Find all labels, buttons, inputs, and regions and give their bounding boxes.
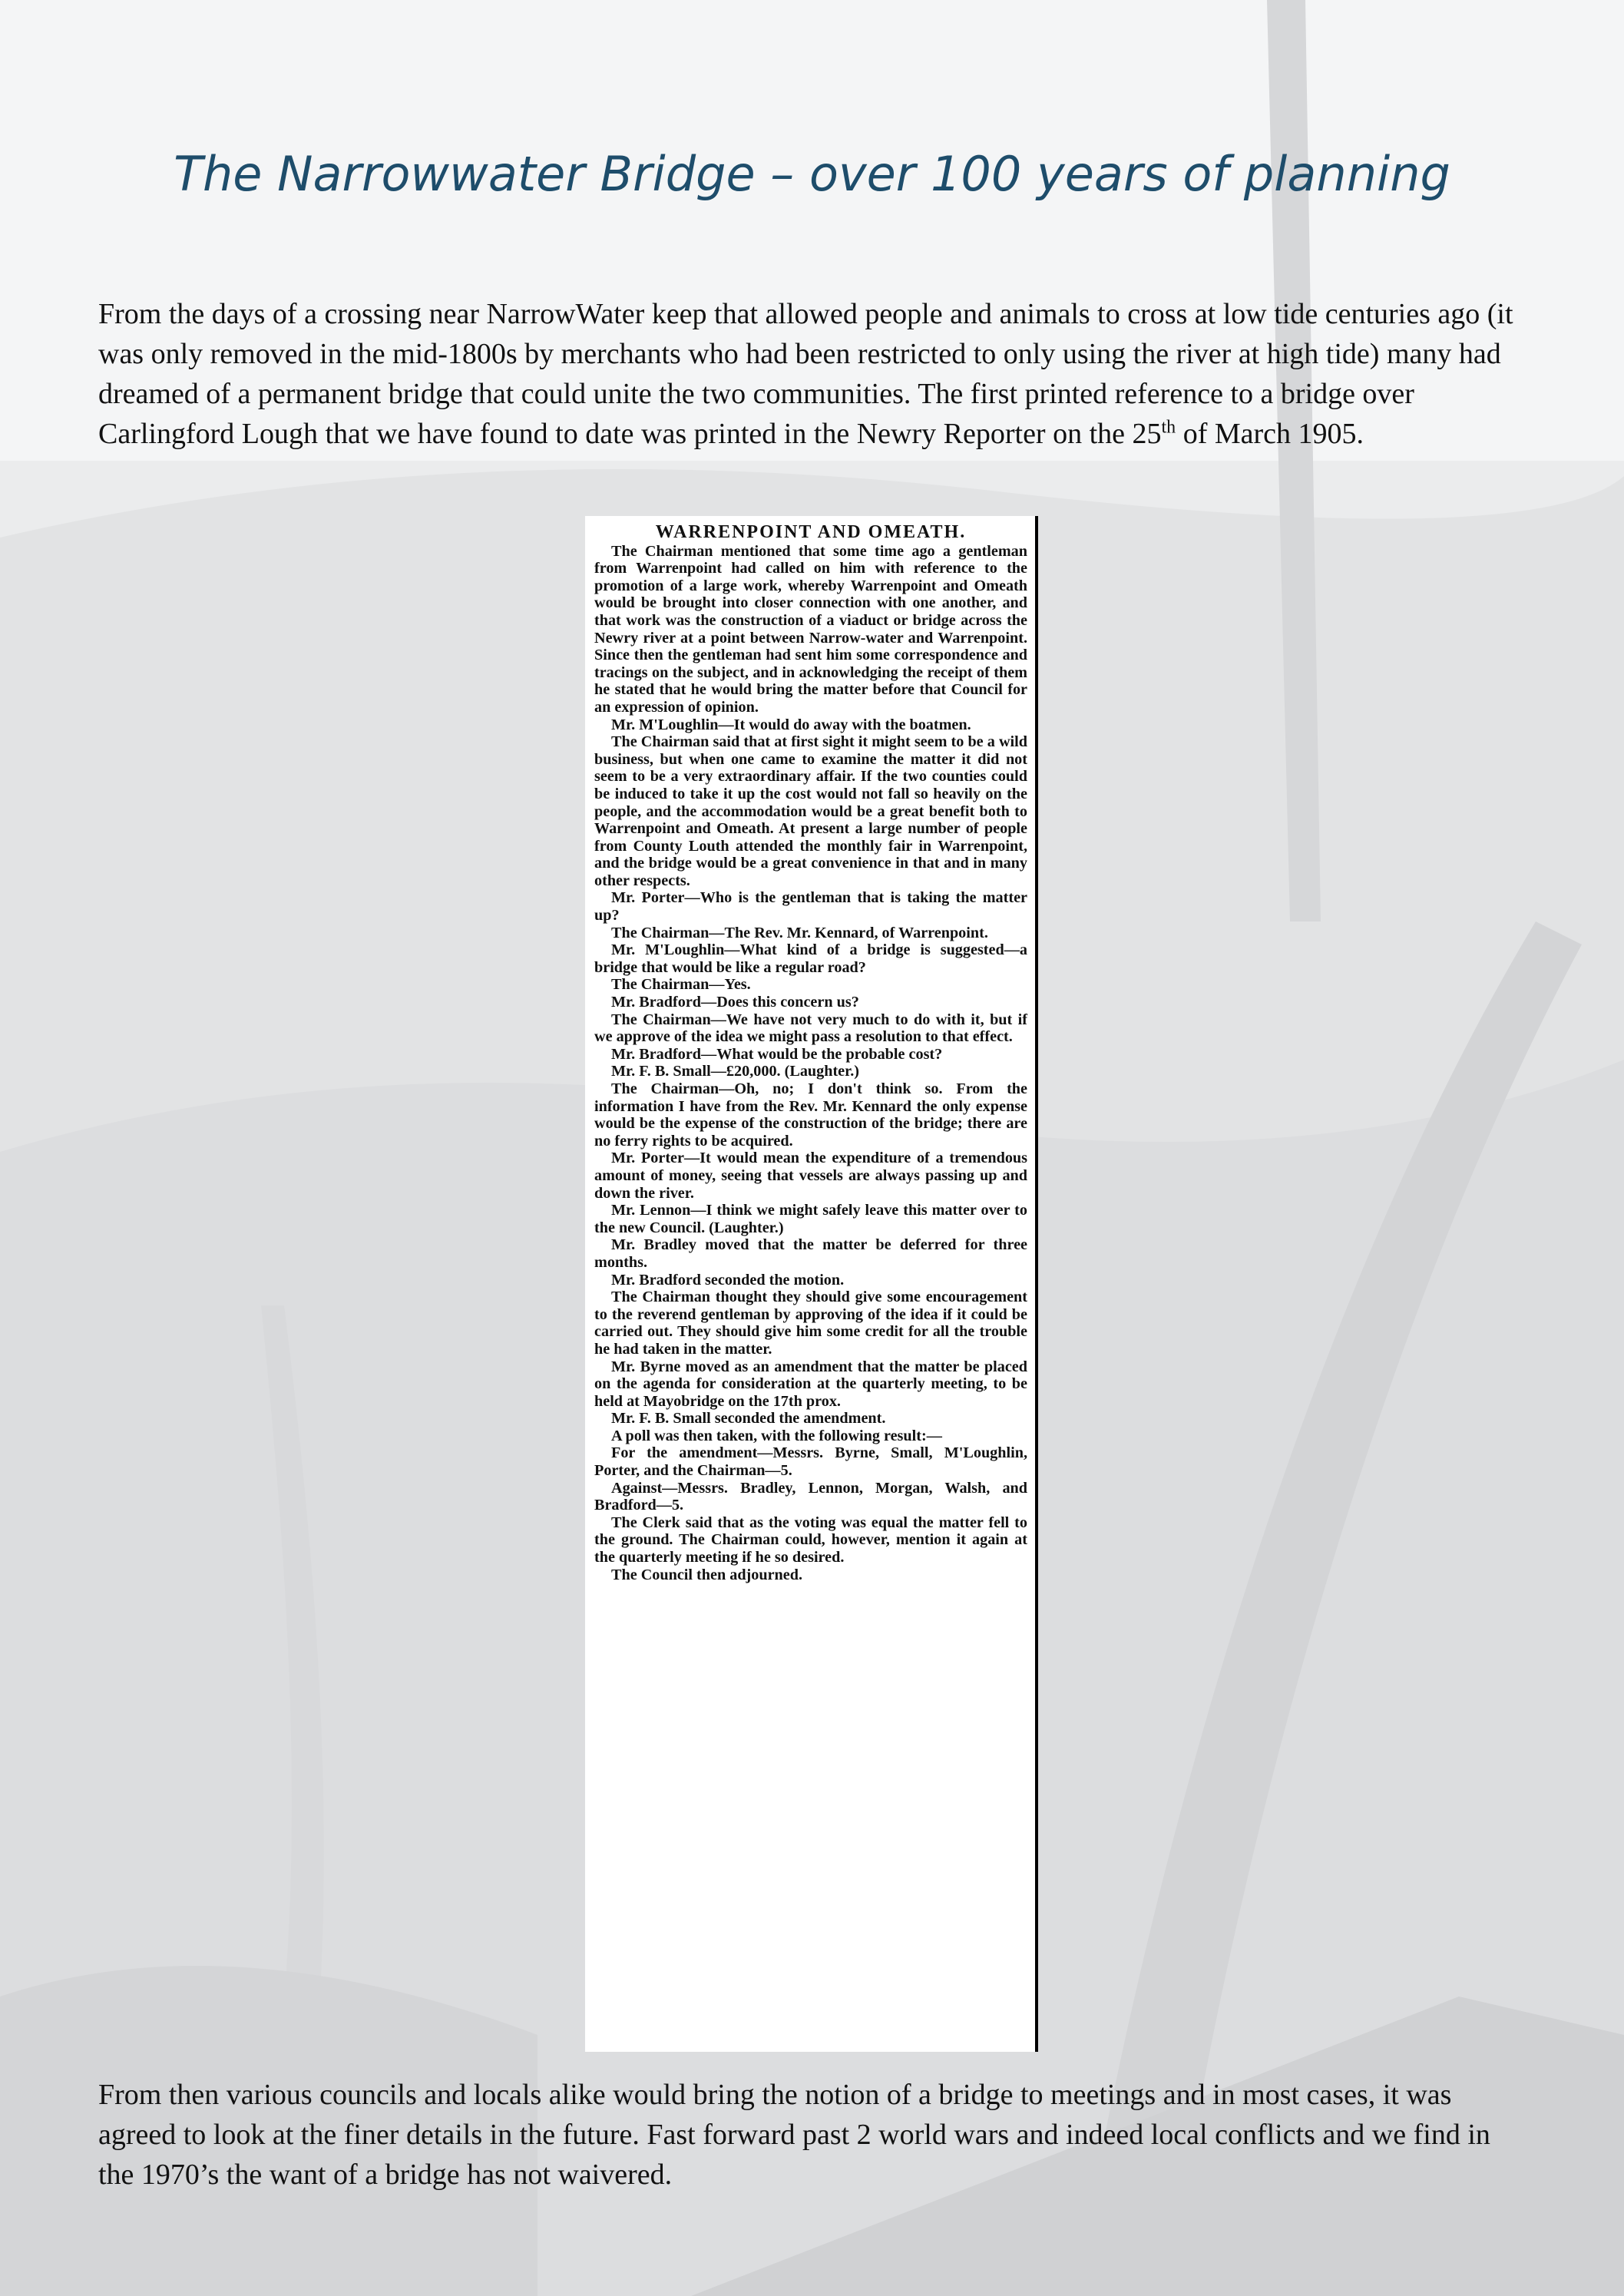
clipping-paragraph: The Clerk said that as the voting was equal the matter fell to the ground. The Chairman could, however, mention it again at the quarterly meeting if he so desired. — [594, 1514, 1027, 1567]
clipping-paragraph: Mr. Porter—It would mean the expenditure of a tremendous amount of money, seeing that vessels are always passing up and down the river. — [594, 1150, 1027, 1202]
clipping-paragraph: Mr. Lennon—I think we might safely leave this matter over to the new Council. (Laughter.) — [594, 1202, 1027, 1236]
clipping-paragraph: Mr. M'Loughlin—What kind of a bridge is suggested—a bridge that would be like a regular road? — [594, 941, 1027, 976]
clipping-body — [594, 543, 1027, 1584]
clipping-paragraph: Mr. F. B. Small seconded the amendment. — [611, 1410, 886, 1428]
clipping-paragraph: The Chairman—The Rev. Mr. Kennard, of Warrenpoint. — [611, 924, 988, 941]
clipping-paragraph: The Chairman mentioned that some time ago a gentleman from Warrenpoint had called on him with reference to the promotion of a large work, whereby Warrenpoint and Omeath would be brought into closer connection with one another, and that work was the construction of a viaduct or bridge across the Newry river at a point between Narrow-water and Warrenpoint. Since then the gentleman had sent him some correspondence and tracings on the subject, and in acknowledging the receipt of them he stated that he would bring the matter before that Council for an expression of opinion. — [594, 542, 1027, 716]
clipping-paragraph: Mr. Bradford seconded the motion. — [611, 1271, 845, 1289]
date-suffix: th — [1161, 417, 1176, 438]
clipping-paragraph: Mr. Bradford—What would be the probable cost? — [611, 1045, 943, 1063]
closing-paragraph: From then various councils and locals alike would bring the notion of a bridge to meetings and in most cases, it was agreed to look at the finer details in the future. Fast forward past 2 world wars and indeed local conflicts and we find in the 1970’s the want of a bridge has not waivered. — [98, 2079, 1490, 2191]
clipping-paragraph: For the amendment—Messrs. Byrne, Small, M'Loughlin, Porter, and the Chairman—5. — [594, 1444, 1027, 1480]
clipping-paragraph: The Chairman said that at first sight it might seem to be a wild business, but when one came to examine the matter it did not seem to be a very extraordinary affair. If the two counties could be induced to take it up the cost would not fall so heavily on the people, and the accommodation would be a great benefit both to Warrenpoint and Omeath. At present a large number of people from County Louth attended the monthly fair in Warrenpoint, and the bridge would be a great convenience in that and in many other respects. — [594, 733, 1027, 889]
clipping-paragraph: Mr. M'Loughlin—It would do away with the boatmen. — [611, 716, 971, 733]
newspaper-clipping — [585, 516, 1038, 2052]
clipping-paragraph: Against—Messrs. Bradley, Lennon, Morgan, Walsh, and Bradford—5. — [594, 1479, 1027, 1514]
clipping-headline: WARRENPOINT AND OMEATH. — [655, 522, 967, 542]
intro-paragraph — [98, 294, 1526, 454]
clipping-paragraph: Mr. F. B. Small—£20,000. (Laughter.) — [611, 1063, 860, 1080]
clipping-paragraph: A poll was then taken, with the following result:— — [611, 1427, 942, 1444]
intro-text-end: of March 1905. — [1176, 418, 1364, 450]
clipping-paragraph: Mr. Porter—Who is the gentleman that is taking the matter up? — [594, 889, 1027, 925]
clipping-paragraph: Mr. Bradford—Does this concern us? — [611, 994, 859, 1011]
clipping-paragraph: The Chairman—Oh, no; I don't think so. From the information I have from the Rev. Mr. Kennard the only expense would be the expense of the construction of the bridge; there are no ferry rights to be acquired. — [594, 1080, 1027, 1150]
intro-text: From the days of a crossing near NarrowWater keep that allowed people and animals to cross at low tide centuries ago (it was only removed in the mid-1800s by merchants who had been restricted to only using the river at high tide) many had dreamed of a permanent bridge that could unite the two communities. The first printed reference to a bridge over Carlingford Lough that we have found to date was printed in the Newry Reporter on the 25 — [98, 298, 1513, 450]
clipping-paragraph: Mr. Byrne moved as an amendment that the matter be placed on the agenda for consideration at the quarterly meeting, to be held at Mayobridge on the 17th prox. — [594, 1358, 1027, 1410]
clipping-paragraph: The Council then adjourned. — [611, 1566, 803, 1583]
clipping-paragraph: The Chairman—We have not very much to do with it, but if we approve of the idea we might pass a resolution to that effect. — [594, 1011, 1027, 1046]
page-title: The Narrowwater Bridge – over 100 years of planning — [174, 146, 1450, 202]
clipping-paragraph: Mr. Bradley moved that the matter be deferred for three months. — [594, 1236, 1027, 1271]
clipping-paragraph: The Chairman—Yes. — [611, 976, 751, 994]
clipping-paragraph: The Chairman thought they should give some encouragement to the reverend gentleman by approving of the idea if it could be carried out. They should give him some credit for all the trouble he had taken in the matter. — [594, 1289, 1027, 1358]
